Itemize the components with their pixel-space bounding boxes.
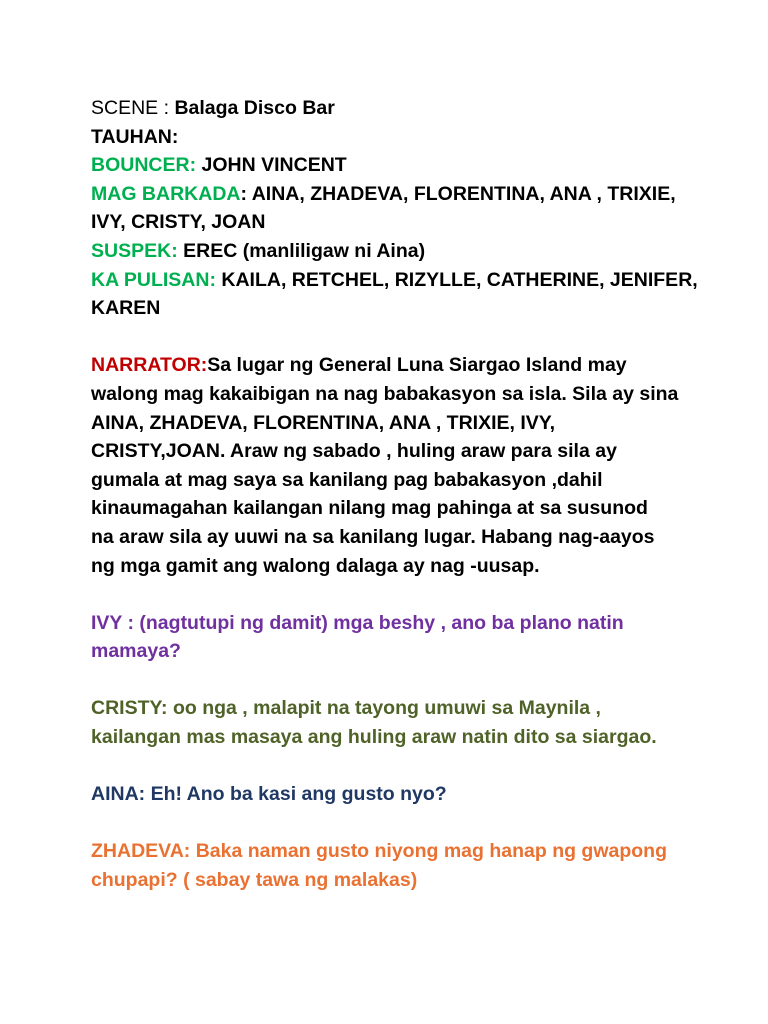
dialogue-cristy (91, 694, 708, 751)
narrator-label: NARRATOR: (91, 354, 208, 377)
dialogue-line: AINA: Eh! Ano ba kasi ang gusto nyo? (91, 783, 447, 806)
spacer (91, 666, 708, 695)
dialogue-line: IVY : (nagtutupi ng damit) mga beshy , ano ba plano natin (91, 611, 624, 634)
narrator-block (91, 351, 708, 580)
cast-names-suspek: EREC (manliligaw ni Aina) (177, 239, 426, 262)
dialogue-ivy (91, 609, 708, 666)
spacer (91, 809, 708, 838)
scene-label: SCENE : (91, 97, 175, 119)
dialogue-zhadeva (91, 837, 708, 894)
cast-bouncer (91, 151, 708, 180)
cast-role-ka-pulisan: KA PULISAN: (91, 268, 216, 291)
dialogue-line: ZHADEVA: Baka naman gusto niyong mag hanap ng gwapong (91, 840, 668, 863)
cast-role-suspek: SUSPEK: (91, 239, 178, 262)
spacer (91, 580, 708, 609)
cast-role-bouncer: BOUNCER: (91, 154, 197, 177)
cast-mag-barkada-cont: IVY, CRISTY, JOAN (91, 211, 266, 234)
narrator-line: CRISTY,JOAN. Araw ng sabado , huling araw para sila ay (91, 440, 617, 463)
dialogue-line: mamaya? (91, 640, 181, 663)
cast-mag-barkada (91, 180, 708, 209)
narrator-line: AINA, ZHADEVA, FLORENTINA, ANA , TRIXIE, IVY, (91, 411, 556, 434)
narrator-line: kinaumagahan kailangan nilang mag pahinga at sa susunod (91, 497, 648, 520)
narrator-text: Sa lugar ng General Luna Siargao Island may (207, 354, 627, 377)
cast-ka-pulisan-cont: KAREN (91, 297, 161, 320)
dialogue-line: CRISTY: oo nga , malapit na tayong umuwi sa Maynila , (91, 697, 601, 720)
scene-value: Balaga Disco Bar (174, 97, 335, 119)
narrator-line: gumala at mag saya sa kanilang pag babakasyon ,dahil (91, 468, 603, 491)
spacer (91, 323, 708, 352)
tauhan-heading: TAUHAN: (91, 125, 179, 148)
dialogue-line: chupapi? ( sabay tawa ng malakas) (91, 869, 418, 892)
narrator-line: walong mag kakaibigan na nag babakasyon sa isla. Sila ay sina (91, 382, 679, 405)
cast-ka-pulisan (91, 266, 708, 295)
cast-names-mag-barkada: : AINA, ZHADEVA, FLORENTINA, ANA , TRIXIE, (240, 182, 676, 205)
cast-suspek (91, 237, 708, 266)
narrator-line (91, 351, 708, 380)
scene-line (91, 94, 708, 123)
narrator-line: na araw sila ay uuwi na sa kanilang lugar. Habang nag-aayos (91, 525, 655, 548)
narrator-line: ng mga gamit ang walong dalaga ay nag -uusap. (91, 554, 540, 577)
cast-names-ka-pulisan: KAILA, RETCHEL, RIZYLLE, CATHERINE, JENIFER, (215, 268, 698, 291)
dialogue-line: kailangan mas masaya ang huling araw natin dito sa siargao. (91, 726, 657, 749)
spacer (91, 752, 708, 781)
cast-role-mag-barkada: MAG BARKADA (91, 182, 241, 205)
dialogue-aina (91, 780, 708, 809)
cast-names-bouncer: JOHN VINCENT (196, 154, 347, 177)
